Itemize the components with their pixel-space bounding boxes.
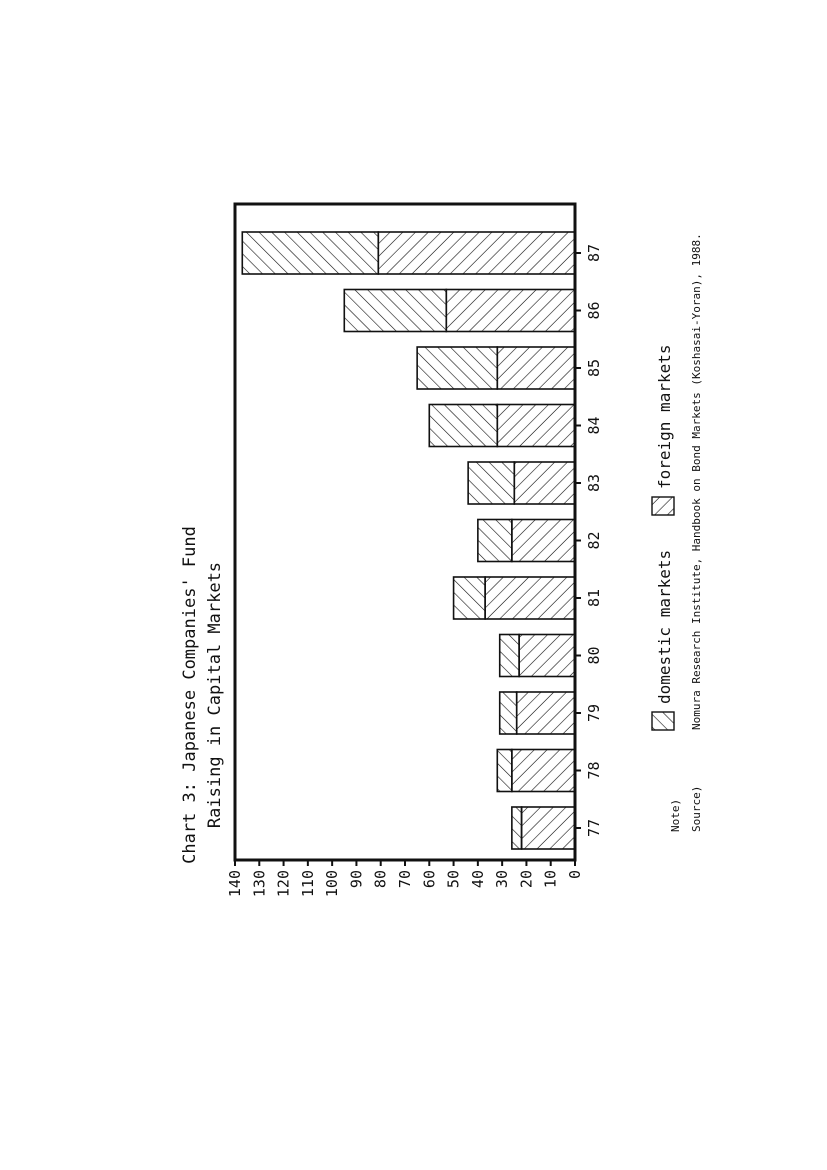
note-label: Note) — [669, 798, 682, 832]
bar-domestic-83 — [514, 462, 575, 504]
bar-foreign-84 — [429, 405, 497, 447]
y-tick-label: 130 — [250, 870, 269, 898]
bar-domestic-81 — [485, 577, 575, 619]
bar-foreign-81 — [454, 577, 486, 619]
rotated-page — [180, 204, 703, 897]
bar-foreign-82 — [478, 520, 512, 562]
chart-title-line-1: Chart 3: Japanese Companies' Fund — [180, 526, 200, 864]
bar-foreign-80 — [500, 635, 519, 677]
bar-domestic-84 — [497, 405, 575, 447]
bar-domestic-78 — [512, 750, 575, 792]
chart-title — [180, 526, 225, 864]
x-tick-label: 79 — [585, 703, 603, 723]
y-tick-label: 90 — [347, 870, 366, 889]
chart-title-line-2: Raising in Capital Markets — [205, 561, 225, 829]
x-tick-label: 77 — [585, 818, 603, 838]
x-tick-label: 86 — [585, 301, 603, 320]
bar-domestic-82 — [512, 520, 575, 562]
bar-foreign-79 — [500, 692, 517, 734]
x-tick-label: 83 — [585, 473, 603, 493]
bar-domestic-79 — [517, 692, 575, 734]
bar-domestic-87 — [378, 232, 575, 274]
bar-domestic-86 — [446, 290, 575, 332]
legend-swatch-foreign — [652, 497, 674, 515]
x-tick-label: 78 — [585, 761, 603, 780]
bar-foreign-77 — [512, 807, 522, 849]
bar-domestic-77 — [522, 807, 575, 849]
x-tick-label: 80 — [585, 646, 603, 665]
y-tick-label: 120 — [274, 870, 293, 898]
y-tick-label: 140 — [226, 870, 244, 898]
value-axis — [226, 860, 584, 897]
x-tick-label: 87 — [585, 243, 603, 263]
y-tick-label: 30 — [493, 870, 512, 889]
legend-swatch-domestic — [652, 712, 674, 730]
x-tick-label: 82 — [585, 531, 603, 550]
legend-label-domestic: domestic markets — [655, 549, 674, 704]
legend-label-foreign: foreign markets — [655, 344, 674, 489]
bar-layer — [242, 232, 575, 849]
legend-item-domestic — [652, 550, 674, 730]
y-tick-label: 40 — [468, 870, 487, 889]
x-tick-label: 85 — [585, 358, 603, 378]
legend-item-foreign — [652, 345, 674, 516]
bar-foreign-87 — [242, 232, 378, 274]
y-tick-label: 50 — [444, 870, 463, 889]
bar-foreign-86 — [344, 290, 446, 332]
notes-block — [669, 233, 703, 832]
y-tick-label: 0 — [566, 870, 584, 880]
source-label: Source) — [690, 785, 703, 832]
y-tick-label: 70 — [396, 870, 414, 889]
y-tick-label: 110 — [298, 870, 317, 898]
bar-foreign-83 — [468, 462, 514, 504]
source-text: Nomura Research Institute, Handbook on Bond Markets (Koshasai-Yoran), 1988. — [690, 233, 703, 730]
y-tick-label: 100 — [323, 870, 342, 898]
y-tick-label: 80 — [371, 870, 390, 889]
y-tick-label: 10 — [541, 870, 560, 889]
y-tick-label: 20 — [517, 870, 536, 889]
legend — [652, 345, 674, 731]
category-axis — [575, 244, 603, 837]
bar-domestic-80 — [519, 635, 575, 677]
bar-domestic-85 — [497, 347, 575, 389]
x-tick-label: 81 — [585, 588, 603, 608]
x-tick-label: 84 — [585, 416, 603, 435]
bar-foreign-85 — [417, 347, 497, 389]
bar-foreign-78 — [497, 750, 512, 792]
y-tick-label: 60 — [420, 870, 439, 889]
